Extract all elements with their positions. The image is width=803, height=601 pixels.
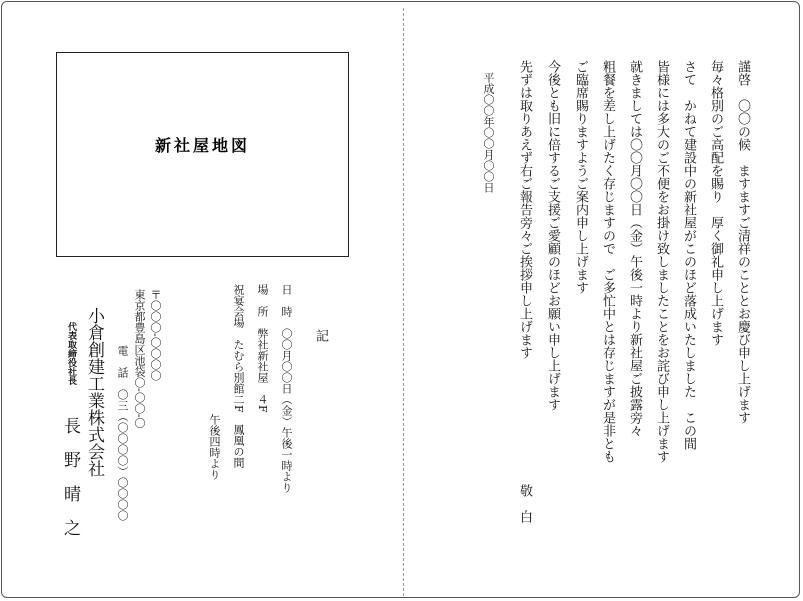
letter-line-4: 皆様には多大のご不便をお掛け致しましたことをお詫び申し上げます — [654, 60, 669, 463]
letter-line-7: ご臨席賜りますようご案内申し上げます — [573, 60, 588, 294]
company-address: 東京都豊島区池袋〇-〇〇-〇 — [133, 289, 146, 429]
closing-keihaku: 敬 白 — [517, 484, 532, 523]
company-name: 小倉創建工業株式会社 — [84, 307, 104, 477]
letter-date: 平成〇〇年〇〇月〇〇日 — [482, 72, 495, 193]
details-banquet-line: 祝宴会場 たむら別館二F 鳳凰の間 — [232, 284, 245, 468]
letter-line-2: 毎々格別のご高配を賜り 厚く御礼申し上げます — [708, 60, 723, 346]
company-phone: 電 話 〇三（〇〇〇〇）〇〇〇〇 — [116, 345, 129, 521]
details-date-line: 日 時 〇〇月〇〇日（金）午後一時より — [280, 284, 293, 493]
company-postal-code: 〒〇〇〇-〇〇〇〇 — [149, 289, 162, 381]
details-banquet-time: 午後四時より — [208, 414, 221, 480]
map-placeholder — [56, 52, 349, 257]
details-heading: 記 — [313, 329, 328, 342]
letter-line-1: 謹啓 〇〇の候 ますますご清祥のこととお慶び申し上げます — [735, 60, 750, 424]
president-title: 代表取締役社長 — [66, 322, 76, 385]
map-label: 新社屋地図 — [154, 136, 250, 155]
letter-line-9: 先ずは取りあえず右ご報告旁々ご挨拶申し上げます — [517, 60, 532, 359]
president-name: 長 野 晴 之 — [60, 417, 80, 536]
details-place-line: 場 所 弊社新社屋 ４F — [256, 284, 269, 413]
letter-line-8: 今後とも旧に倍するご支援ご愛顧のほどお願い申し上げます — [545, 60, 560, 411]
fold-line — [403, 8, 404, 596]
letter-line-3: さて かねて建設中の新社屋がこのほど落成いたしました この間 — [681, 60, 696, 450]
letter-line-6: 粗餐を差し上げたく存じますので ご多忙中とは存じますが是非とも — [600, 60, 615, 463]
greeting-card — [1, 1, 800, 598]
letter-line-5: 就きましては〇〇月〇〇日（金）午後一時より新社屋ご披露旁々 — [627, 60, 642, 437]
